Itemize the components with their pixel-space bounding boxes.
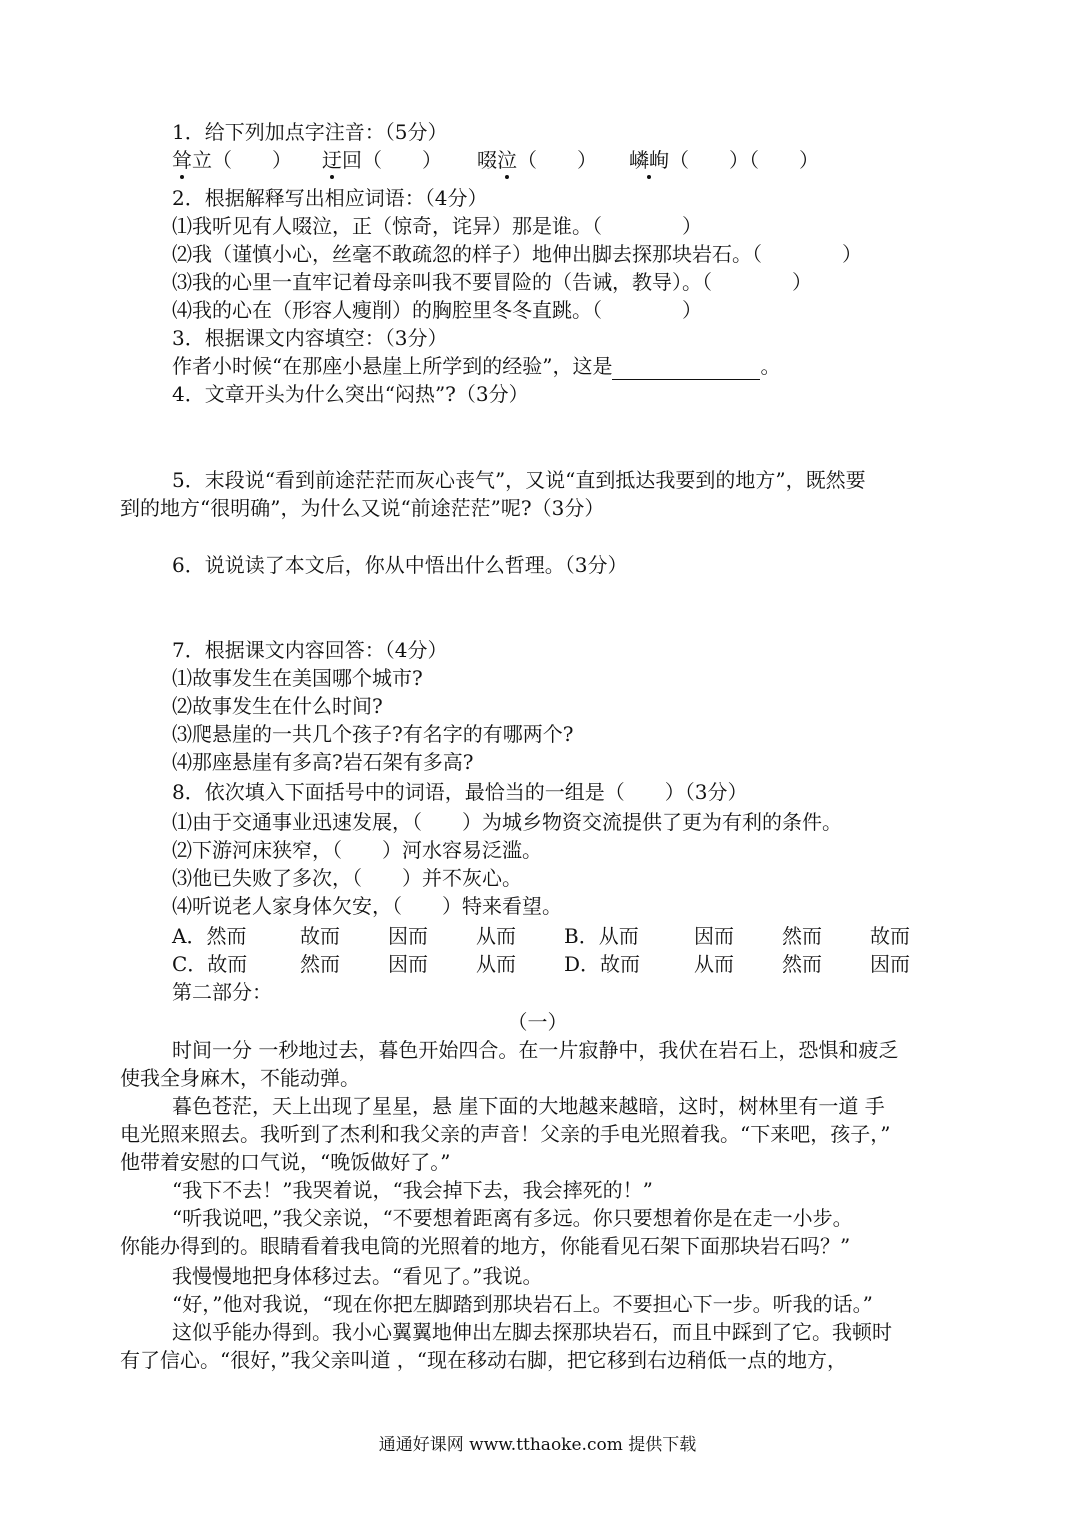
q4-heading: 4．文章开头为什么突出“闷热”?（3分） [172, 382, 529, 406]
q1-heading: 1．给下列加点字注音：（5分） [172, 120, 448, 144]
q7-item-3: ⑶爬悬崖的一共几个孩子?有名字的有哪两个? [172, 722, 574, 746]
q8-options-row-1: A．然而 故而 因而 从而 B．从而 因而 然而 故而 [172, 924, 910, 948]
q8-options-row-2: C．故而 然而 因而 从而 D．故而 从而 然而 因而 [172, 952, 910, 976]
q5-line-1: 5．末段说“看到前途茫茫而灰心丧气”，又说“直到抵达我要到的地方”，既然要 [172, 468, 866, 492]
para-4-line-1: “听我说吧，”我父亲说，“不要想着距离有多远。你只要想着你是在走一小步。 [172, 1206, 853, 1230]
para-3-line-1: “我下不去！”我哭着说，“我会掉下去，我会摔死的！” [172, 1178, 653, 1202]
section-title: （一） [507, 1010, 568, 1034]
q5-line-2: 到的地方“很明确”，为什么又说“前途茫茫”呢?（3分） [120, 496, 605, 520]
option-c: C．故而 [172, 952, 248, 976]
q2-heading: 2．根据解释写出相应词语：（4分） [172, 186, 488, 210]
para-2-line-1: 暮色苍茫，天上出现了星星，悬 崖下面的大地越来越暗，这时，树林里有一道 手 [172, 1094, 885, 1118]
q2-item-2: ⑵我（谨慎小心，丝毫不敢疏忽的样子）地伸出脚去探那块岩石。（ ） [172, 242, 862, 266]
q2-item-3: ⑶我的心里一直牢记着母亲叫我不要冒险的（告诫，教导）。（ ） [172, 270, 812, 294]
q1-item-1-dotted-char: 耸 [172, 148, 192, 172]
q1-item-2: 迂回（ ） [322, 148, 442, 172]
option-d: D．故而 [564, 952, 641, 976]
q3-text: 作者小时候“在那座小悬崖上所学到的经验”，这是 。 [172, 354, 781, 378]
option-b: B．从而 [564, 924, 639, 948]
para-7-line-1: 这似乎能办得到。我小心翼翼地伸出左脚去探那块岩石，而且中踩到了它。我顿时 [172, 1320, 892, 1344]
q7-heading: 7．根据课文内容回答：（4分） [172, 638, 448, 662]
q8-heading: 8．依次填入下面括号中的词语，最恰当的一组是（ ）（3分） [172, 780, 748, 804]
para-2-line-3: 他带着安慰的口气说，“晚饭做好了。” [120, 1150, 451, 1174]
para-1-line-1: 时间一分 一秒地过去，暮色开始四合。在一片寂静中，我伏在岩石上，恐惧和疲乏 [172, 1038, 899, 1062]
para-5-line-1: 我慢慢地把身体移过去。“看见了。”我说。 [172, 1264, 543, 1288]
q3-answer-blank[interactable] [612, 357, 760, 380]
q1-item-1: 耸立（ ） [172, 148, 292, 172]
q7-item-1: ⑴故事发生在美国哪个城市? [172, 666, 423, 690]
q3-heading: 3．根据课文内容填空：（3分） [172, 326, 448, 350]
para-2-line-2: 电光照来照去。我听到了杰利和我父亲的声音！父亲的手电光照着我。“下来吧，孩子，” [120, 1122, 891, 1146]
q2-item-4: ⑷我的心在（形容人瘦削）的胸腔里冬冬直跳。（ ） [172, 298, 702, 322]
q6-heading: 6．说说读了本文后，你从中悟出什么哲理。（3分） [172, 553, 628, 577]
page-footer: 通通好课网 www.tthaoke.com 提供下载 [378, 1435, 697, 1455]
part2-title: 第二部分： [172, 980, 272, 1004]
option-a: A．然而 [172, 924, 247, 948]
q1-item-4-dotted-chars: 嶙峋 [629, 148, 669, 172]
para-4-line-2: 你能办得到的。眼睛看着我电筒的光照着的地方，你能看见石架下面那块岩石吗？” [120, 1234, 851, 1258]
q1-item-3: 啜泣（ ） [477, 148, 597, 172]
q8-item-4: ⑷听说老人家身体欠安，（ ）特来看望。 [172, 894, 562, 918]
q8-item-2: ⑵下游河床狭窄，（ ）河水容易泛滥。 [172, 838, 542, 862]
para-7-line-2: 有了信心。“很好，”我父亲叫道 ，“现在移动右脚，把它移到右边稍低一点的地方， [120, 1348, 848, 1372]
q2-item-1: ⑴我听见有人啜泣，正（惊奇，诧异）那是谁。（ ） [172, 214, 702, 238]
q7-item-4: ⑷那座悬崖有多高?岩石架有多高? [172, 750, 474, 774]
q1-item-3-dotted-char: 泣 [497, 148, 517, 172]
q1-item-2-dotted-char: 迂 [322, 148, 342, 172]
para-1-line-2: 使我全身麻木，不能动弹。 [120, 1066, 360, 1090]
q1-item-4: 嶙峋（ ）（ ） [629, 148, 819, 172]
para-6-line-1: “好，”他对我说，“现在你把左脚踏到那块岩石上。不要担心下一步。听我的话。” [172, 1292, 873, 1316]
q7-item-2: ⑵故事发生在什么时间? [172, 694, 383, 718]
q8-item-1: ⑴由于交通事业迅速发展，（ ）为城乡物资交流提供了更为有利的条件。 [172, 810, 842, 834]
q1-items [172, 146, 1017, 174]
q8-item-3: ⑶他已失败了多次，（ ）并不灰心。 [172, 866, 522, 890]
